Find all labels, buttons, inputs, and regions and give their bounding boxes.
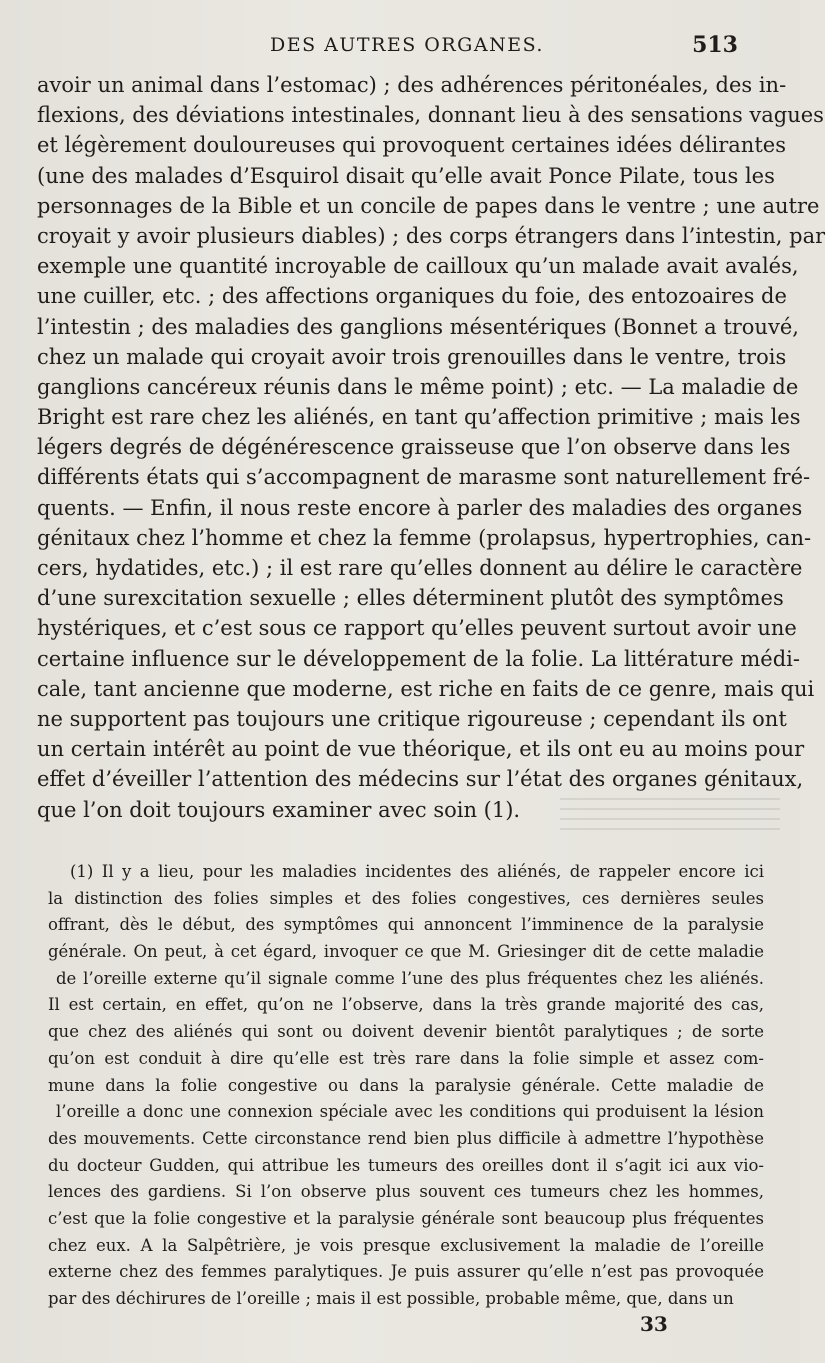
signature-mark: 33: [640, 1312, 668, 1336]
text-line: que l’on doit toujours examiner avec soin (1).: [37, 797, 521, 822]
footnote: [48, 859, 764, 1313]
text-line: avoir un animal dans l’estomac) ; des adhérences péritonéales, des in-: [37, 73, 787, 97]
text-line: ne supportent pas toujours une critique rigoureuse ; cependant ils ont: [37, 706, 787, 731]
footnote-line: Il est certain, en effet, qu’on ne l’observe, dans la très grande majorité des cas,: [48, 995, 764, 1015]
text-line: quents. — Enfin, il nous reste encore à parler des maladies des organes: [37, 495, 803, 520]
text-line: cers, hydatides, etc.) ; il est rare qu’elles donnent au délire le caractère: [37, 556, 803, 580]
text-line: cale, tant ancienne que moderne, est riche en faits de ce genre, mais qui: [37, 676, 815, 701]
text-line: génitaux chez l’homme et chez la femme (prolapsus, hypertrophies, can-: [37, 525, 812, 550]
footnote-line: chez eux. A la Salpêtrière, je vois presque exclusivement la maladie de l’oreille: [48, 1235, 764, 1255]
text-line: différents états qui s’accompagnent de marasme sont naturellement fré-: [37, 465, 811, 490]
text-line: effet d’éveiller l’attention des médecins sur l’état des organes génitaux,: [37, 767, 804, 792]
footnote-line: mune dans la folie congestive ou dans la paralysie générale. Cette maladie de: [48, 1075, 764, 1095]
text-line: l’intestin ; des maladies des ganglions mésentériques (Bonnet a trouvé,: [37, 314, 799, 339]
text-line: chez un malade qui croyait avoir trois grenouilles dans le ventre, trois: [37, 344, 787, 369]
footnote-line: c’est que la folie congestive et la paralysie générale sont beaucoup plus fréquentes: [48, 1208, 764, 1228]
text-line: hystériques, et c’est sous ce rapport qu’elles peuvent surtout avoir une: [37, 616, 797, 641]
text-line: croyait y avoir plusieurs diables) ; des corps étrangers dans l’intestin, par: [37, 223, 825, 248]
footnote-line: que chez des aliénés qui sont ou doivent devenir bientôt paralytiques ; de sorte: [48, 1022, 764, 1042]
text-line: un certain intérêt au point de vue théorique, et ils ont eu au moins pour: [37, 737, 805, 762]
footnote-line: générale. On peut, à cet égard, invoquer ce que M. Griesinger dit de cette maladie: [48, 942, 764, 962]
footnote-line: la distinction des folies simples et des folies congestives, ces dernières seules: [48, 888, 764, 908]
text-line: et légèrement douloureuses qui provoquent certaines idées délirantes: [37, 133, 786, 158]
running-head-title: DES AUTRES ORGANES.: [270, 34, 544, 56]
page-number: 513: [692, 32, 738, 58]
footnote-line: de l’oreille externe qu’il signale comme l’une des plus fréquentes chez les aliénés.: [56, 968, 764, 988]
text-line: d’une surexcitation sexuelle ; elles déterminent plutôt des symptômes: [37, 586, 784, 611]
footnote-line: (1) Il y a lieu, pour les maladies incidentes des aliénés, de rappeler encore ici: [70, 862, 764, 881]
footnote-line: externe chez des femmes paralytiques. Je puis assurer qu’elle n’est pas provoquée: [48, 1262, 764, 1282]
text-line: certaine influence sur le développement de la folie. La littérature médi-: [37, 646, 800, 671]
text-line: Bright est rare chez les aliénés, en tant qu’affection primitive ; mais les: [37, 405, 801, 430]
text-line: flexions, des déviations intestinales, donnant lieu à des sensations vagues: [37, 103, 824, 128]
footnote-line: l’oreille a donc une connexion spéciale avec les conditions qui produisent la lésion: [56, 1102, 764, 1122]
footnote-line: par des déchirures de l’oreille ; mais il est possible, probable même, que, dans un: [48, 1289, 734, 1308]
text-line: personnages de la Bible et un concile de papes dans le ventre ; une autre: [37, 193, 820, 218]
text-line: légers degrés de dégénérescence graisseuse que l’on observe dans les: [37, 435, 791, 460]
footnote-line: qu’on est conduit à dire qu’elle est très rare dans la folie simple et assez com-: [48, 1048, 764, 1068]
footnote-line: lences des gardiens. Si l’on observe plus souvent ces tumeurs chez les hommes,: [48, 1182, 764, 1202]
text-line: une cuiller, etc. ; des affections organiques du foie, des entozoaires de: [37, 284, 787, 309]
show-through-smudge: [560, 790, 780, 830]
footnote-line: du docteur Gudden, qui attribue les tumeurs des oreilles dont il s’agit ici aux vio-: [48, 1155, 764, 1175]
text-line: ganglions cancéreux réunis dans le même point) ; etc. — La maladie de: [37, 374, 799, 399]
running-head: [0, 30, 800, 64]
footnote-line: des mouvements. Cette circonstance rend bien plus difficile à admettre l’hypothèse: [48, 1128, 764, 1148]
footnote-line: offrant, dès le début, des symptômes qui annoncent l’imminence de la paralysie: [48, 915, 764, 935]
text-line: (une des malades d’Esquirol disait qu’elle avait Ponce Pilate, tous les: [37, 163, 775, 188]
text-line: exemple une quantité incroyable de cailloux qu’un malade avait avalés,: [37, 254, 799, 279]
main-text: [37, 70, 825, 825]
